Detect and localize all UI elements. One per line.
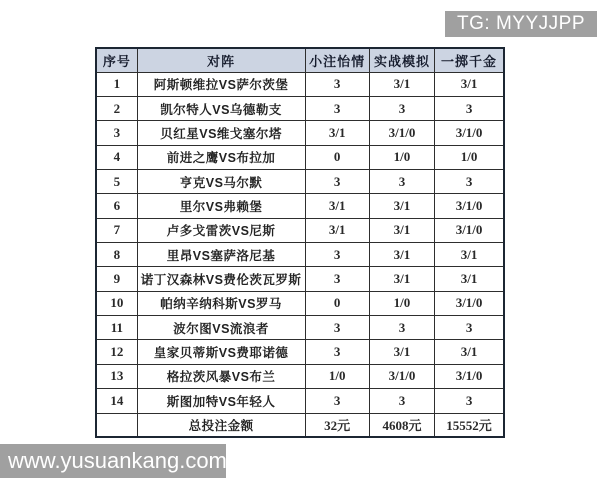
row-index: 8 bbox=[96, 242, 137, 266]
row-index: 3 bbox=[96, 121, 137, 145]
simulation-value: 3/1/0 bbox=[369, 121, 434, 145]
total-row-empty-cell bbox=[96, 413, 137, 437]
match-name: 里昂VS塞萨洛尼基 bbox=[137, 242, 305, 266]
table-row bbox=[96, 169, 504, 193]
total-label: 总投注金额 bbox=[137, 413, 305, 437]
row-index: 10 bbox=[96, 291, 137, 315]
table-header-row bbox=[96, 48, 504, 72]
small-bet-value: 3 bbox=[305, 169, 369, 193]
betting-odds-table bbox=[95, 47, 505, 438]
table-row bbox=[96, 96, 504, 120]
match-name: 亨克VS马尔默 bbox=[137, 169, 305, 193]
row-index: 1 bbox=[96, 72, 137, 96]
small-bet-value: 1/0 bbox=[305, 364, 369, 388]
small-bet-value: 3 bbox=[305, 315, 369, 339]
big-bet-value: 3/1 bbox=[435, 242, 504, 266]
match-name: 格拉茨风暴VS布兰 bbox=[137, 364, 305, 388]
table-row bbox=[96, 72, 504, 96]
big-bet-value: 3/1/0 bbox=[435, 218, 504, 242]
small-bet-value: 0 bbox=[305, 145, 369, 169]
match-name: 波尔图VS流浪者 bbox=[137, 315, 305, 339]
big-bet-value: 3/1 bbox=[435, 72, 504, 96]
table-row bbox=[96, 242, 504, 266]
table-row bbox=[96, 121, 504, 145]
small-bet-value: 3/1 bbox=[305, 121, 369, 145]
match-name: 斯图加特VS年轻人 bbox=[137, 388, 305, 413]
column-header-index: 序号 bbox=[96, 48, 137, 72]
table-row bbox=[96, 340, 504, 364]
simulation-value: 3/1 bbox=[369, 340, 434, 364]
table-row bbox=[96, 364, 504, 388]
simulation-value: 3 bbox=[369, 388, 434, 413]
row-index: 12 bbox=[96, 340, 137, 364]
column-header-simulation: 实战模拟 bbox=[369, 48, 434, 72]
match-name: 贝红星VS维戈塞尔塔 bbox=[137, 121, 305, 145]
simulation-value: 3/1 bbox=[369, 218, 434, 242]
row-index: 9 bbox=[96, 267, 137, 291]
row-index: 6 bbox=[96, 194, 137, 218]
row-index: 2 bbox=[96, 96, 137, 120]
small-bet-value: 3 bbox=[305, 96, 369, 120]
match-name: 里尔VS弗赖堡 bbox=[137, 194, 305, 218]
simulation-value: 1/0 bbox=[369, 145, 434, 169]
simulation-value: 3 bbox=[369, 169, 434, 193]
big-bet-value: 3 bbox=[435, 388, 504, 413]
match-name: 皇家贝蒂斯VS费耶诺德 bbox=[137, 340, 305, 364]
match-name: 阿斯顿维拉VS萨尔茨堡 bbox=[137, 72, 305, 96]
big-bet-value: 3/1/0 bbox=[435, 364, 504, 388]
table-row bbox=[96, 218, 504, 242]
match-name: 诺丁汉森林VS费伦茨瓦罗斯 bbox=[137, 267, 305, 291]
big-bet-value: 3/1/0 bbox=[435, 121, 504, 145]
big-bet-value: 3 bbox=[435, 169, 504, 193]
small-bet-value: 3/1 bbox=[305, 194, 369, 218]
site-watermark-text: www.yusuankang.com bbox=[8, 448, 227, 473]
total-small-bet: 32元 bbox=[305, 413, 369, 437]
table-total-row bbox=[96, 413, 504, 437]
simulation-value: 3/1 bbox=[369, 267, 434, 291]
table-row bbox=[96, 145, 504, 169]
match-name: 前进之鹰VS布拉加 bbox=[137, 145, 305, 169]
telegram-watermark-text: TG: MYYJJPP bbox=[457, 13, 585, 34]
row-index: 13 bbox=[96, 364, 137, 388]
table-row bbox=[96, 388, 504, 413]
simulation-value: 3/1 bbox=[369, 242, 434, 266]
simulation-value: 3 bbox=[369, 96, 434, 120]
simulation-value: 1/0 bbox=[369, 291, 434, 315]
big-bet-value: 3/1/0 bbox=[435, 194, 504, 218]
simulation-value: 3/1/0 bbox=[369, 364, 434, 388]
small-bet-value: 3 bbox=[305, 340, 369, 364]
column-header-matchup: 对阵 bbox=[137, 48, 305, 72]
simulation-value: 3/1 bbox=[369, 194, 434, 218]
column-header-small-bet: 小注怡情 bbox=[305, 48, 369, 72]
row-index: 11 bbox=[96, 315, 137, 339]
row-index: 5 bbox=[96, 169, 137, 193]
big-bet-value: 1/0 bbox=[435, 145, 504, 169]
total-big-bet: 15552元 bbox=[435, 413, 504, 437]
big-bet-value: 3/1/0 bbox=[435, 291, 504, 315]
row-index: 7 bbox=[96, 218, 137, 242]
table-row bbox=[96, 194, 504, 218]
column-header-big-bet: 一掷千金 bbox=[435, 48, 504, 72]
table-row bbox=[96, 267, 504, 291]
total-simulation: 4608元 bbox=[369, 413, 434, 437]
big-bet-value: 3/1 bbox=[435, 340, 504, 364]
match-name: 帕纳辛纳科斯VS罗马 bbox=[137, 291, 305, 315]
match-name: 凯尔特人VS乌德勒支 bbox=[137, 96, 305, 120]
table-row bbox=[96, 315, 504, 339]
big-bet-value: 3 bbox=[435, 315, 504, 339]
match-name: 卢多戈雷茨VS尼斯 bbox=[137, 218, 305, 242]
small-bet-value: 3/1 bbox=[305, 218, 369, 242]
small-bet-value: 3 bbox=[305, 72, 369, 96]
site-watermark bbox=[0, 444, 226, 478]
small-bet-value: 3 bbox=[305, 388, 369, 413]
row-index: 14 bbox=[96, 388, 137, 413]
small-bet-value: 3 bbox=[305, 242, 369, 266]
telegram-watermark bbox=[445, 11, 597, 37]
big-bet-value: 3/1 bbox=[435, 267, 504, 291]
simulation-value: 3 bbox=[369, 315, 434, 339]
simulation-value: 3/1 bbox=[369, 72, 434, 96]
table-row bbox=[96, 291, 504, 315]
small-bet-value: 0 bbox=[305, 291, 369, 315]
row-index: 4 bbox=[96, 145, 137, 169]
big-bet-value: 3 bbox=[435, 96, 504, 120]
small-bet-value: 3 bbox=[305, 267, 369, 291]
